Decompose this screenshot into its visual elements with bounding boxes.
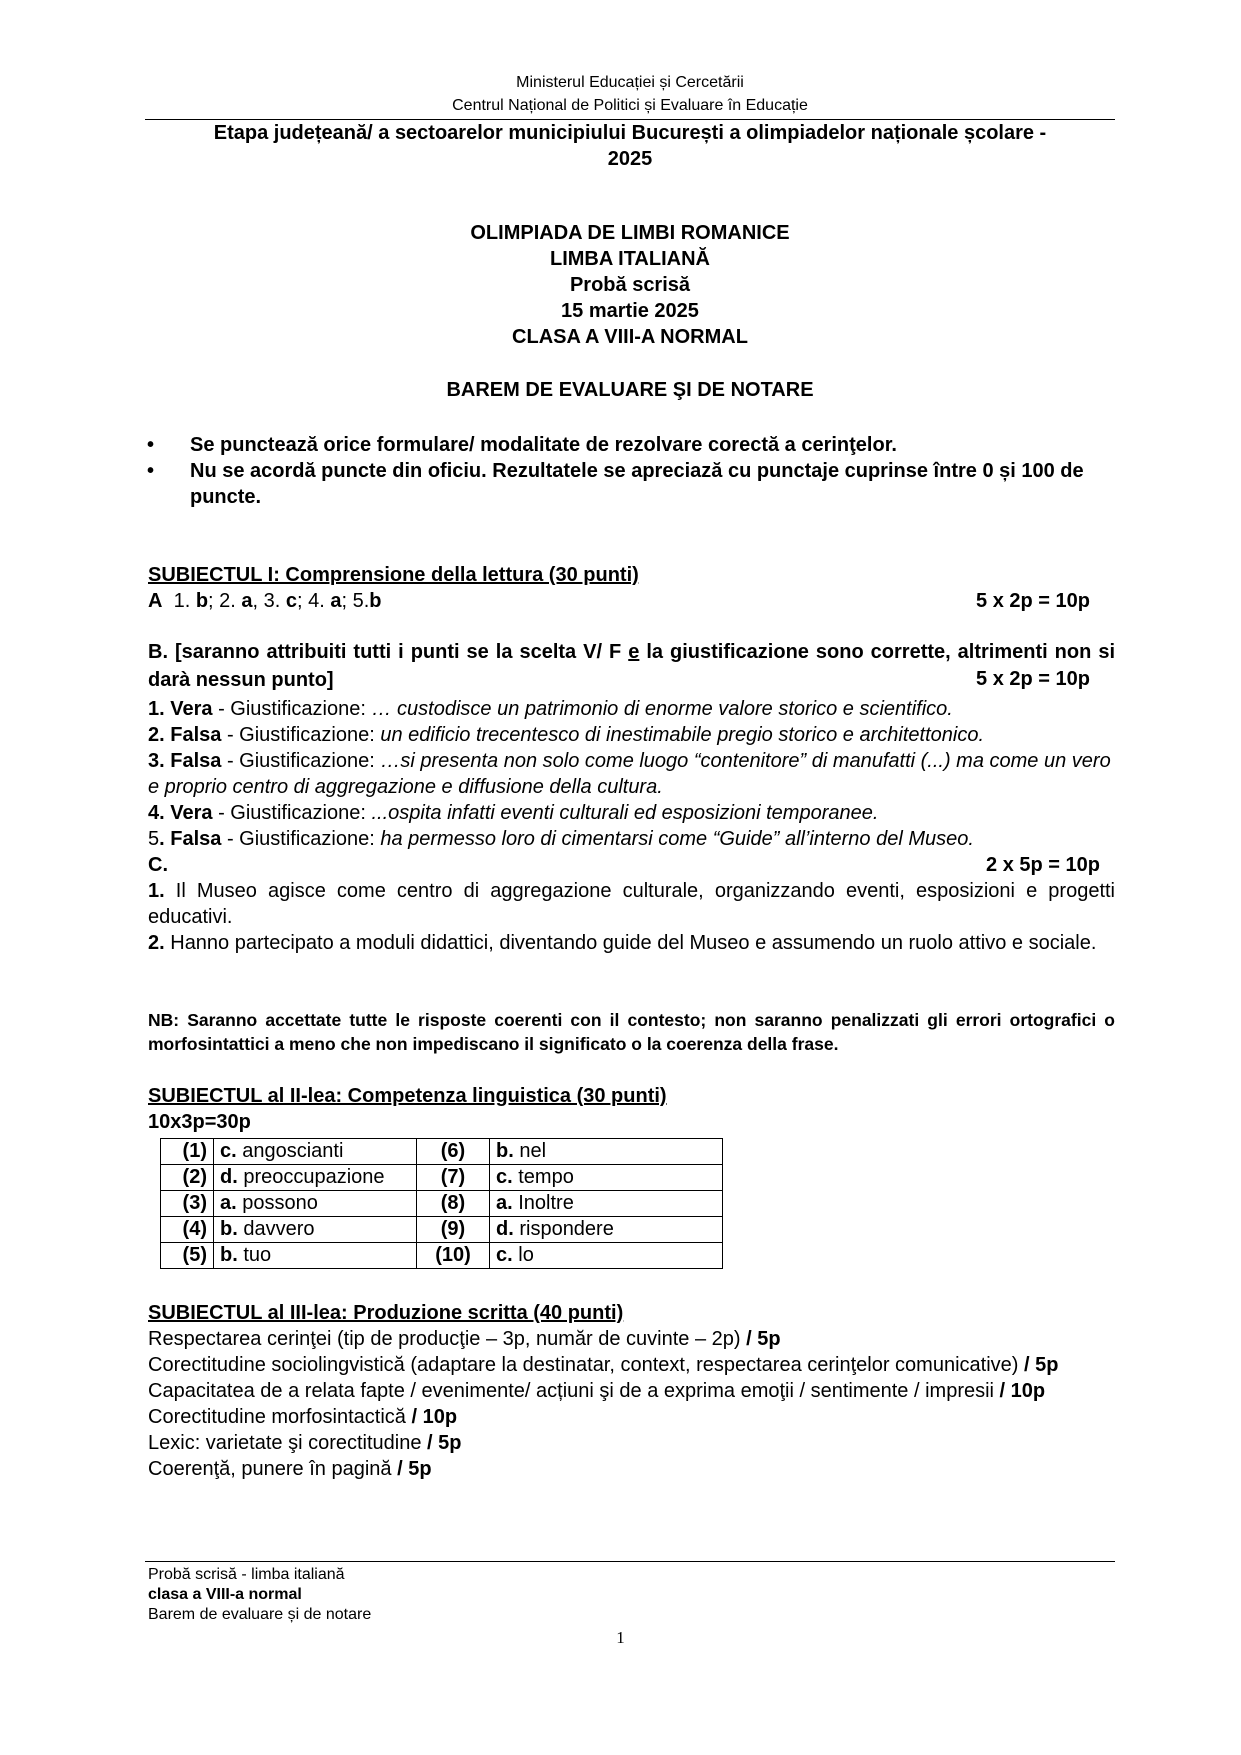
barem-title: BAREM DE EVALUARE ŞI DE NOTARE [446,379,814,401]
footer: Probă scrisă - limba italiană clasa a VIII-a normal Barem de evaluare și de notare [148,1566,372,1623]
table-row: (1) c. angoscianti (6) b. nel [161,1139,723,1165]
answer-item: 2. Falsa - Giustificazione: un edificio trecentesco di inestimabile pregio storico e architettonico. [148,724,984,746]
subject3-section [148,1300,1115,1482]
subject1-section [148,562,1115,614]
header-center: Centrul Național de Politici și Evaluare în Educație [452,97,808,114]
subject1-a-answers: A 1. b; 2. a, 3. c; 4. a; 5.b [148,590,382,612]
table-row: (5) b. tuo (10) c. lo [161,1243,723,1269]
subject1-b-score: 5 x 2p = 10p [976,668,1090,690]
nb-note: NB: Saranno accettate tutte le risposte coerenti con il contesto; non saranno penalizzati gli errori ortografici o morfosintattici a meno che non impediscano il significato o la coerenza della frase. [148,1010,1115,1054]
criterion-item: Respectarea cerinţei (tip de producţie – 3p, număr de cuvinte – 2p) / 5p [148,1328,781,1350]
bullet-icon: • [147,434,155,456]
answer-item: 1. Il Museo agisce come centro di aggregazione culturale, organizzando eventi, esposizioni e progetti educativi. [148,880,1115,928]
subject1-a-row [148,588,1115,614]
page-number: 1 [616,1628,625,1647]
criterion-item: Coerenţă, punere în pagină / 5p [148,1458,432,1480]
criterion-item: Lexic: varietate şi corectitudine / 5p [148,1432,462,1454]
criterion-item: Corectitudine morfosintactică / 10p [148,1406,458,1428]
header-ministry: Ministerul Educației și Cercetării [516,74,744,91]
exam-titles [145,220,1115,350]
rule-item: • Nu se acordă puncte din oficiu. Rezultatele se apreciază cu punctaje cuprinse între 0 și 100 de puncte. [147,460,1084,508]
bullet-icon: • [147,460,155,482]
answers-table [160,1138,723,1269]
title-date: 15 martie 2025 [561,300,699,322]
title-class: CLASA A VIII-A NORMAL [512,326,748,348]
footer-divider [145,1561,1115,1562]
answer-item: 1. Vera - Giustificazione: … custodisce un patrimonio di enorme valore storico e scientifico. [148,698,953,720]
table-row: (2) d. preoccupazione (7) c. tempo [161,1165,723,1191]
answer-item: 2. Hanno partecipato a moduli didattici, diventando guide del Museo e assumendo un ruolo attivo e sociale. [148,932,1097,954]
table-row: (4) b. davvero (9) d. rispondere [161,1217,723,1243]
title-language: LIMBA ITALIANĂ [550,248,710,270]
subject1-b [148,638,1115,956]
rule-item: • Se punctează orice formulare/ modalitate de rezolvare corectă a cerinţelor. [147,434,897,456]
subject2-section [148,1083,1115,1135]
title-olympiad: OLIMPIADA DE LIMBI ROMANICE [470,222,790,244]
subject1-title: SUBIECTUL I: Comprensione della lettura (30 punti) [148,564,639,586]
answer-item: 5. Falsa - Giustificazione: ha permesso loro di cimentarsi come “Guide” all’interno del Museo. [148,828,974,850]
criterion-item: Corectitudine sociolingvistică (adaptare la destinatar, context, respectarea cerinţelor comunicative) / 5p [148,1354,1059,1376]
subject2-score: 10x3p=30p [148,1111,251,1133]
title-test: Probă scrisă [569,274,691,296]
subject1-c-row [148,852,1115,878]
criterion-item: Capacitatea de a relata fapte / evenimente/ acțiuni şi de a exprima emoţii / sentimente / impresii / 10p [148,1380,1046,1402]
general-rules [145,432,1115,510]
answer-item: 3. Falsa - Giustificazione: …si presenta non solo come luogo “contenitore” di manufatti (...) ma come un vero e proprio centro di aggregazione e diffusione della cultura. [148,750,1111,798]
subject1-c-label: C. [148,854,168,876]
subject1-b-items [148,696,1115,852]
subject1-b-instructions: B. [saranno attribuiti tutti i punti se la scelta V/ F e la giustificazione sono corrette, altrimenti non si darà nessun punto] [148,641,1115,691]
table-row: (3) a. possono (8) a. Inoltre [161,1191,723,1217]
answer-item: 4. Vera - Giustificazione: ...ospita infatti eventi culturali ed esposizioni temporanee. [148,802,879,824]
subject3-title: SUBIECTUL al III-lea: Produzione scritta (40 punti) [148,1302,624,1324]
subject1-c-score: 2 x 5p = 10p [986,854,1100,876]
subject1-a-score: 5 x 2p = 10p [976,590,1090,612]
subject2-title: SUBIECTUL al II-lea: Competenza linguistica (30 punti) [148,1085,667,1107]
stage-title: Etapa județeană/ a sectoarelor municipiului București a olimpiadelor naționale școlare - 2025 [213,122,1047,170]
